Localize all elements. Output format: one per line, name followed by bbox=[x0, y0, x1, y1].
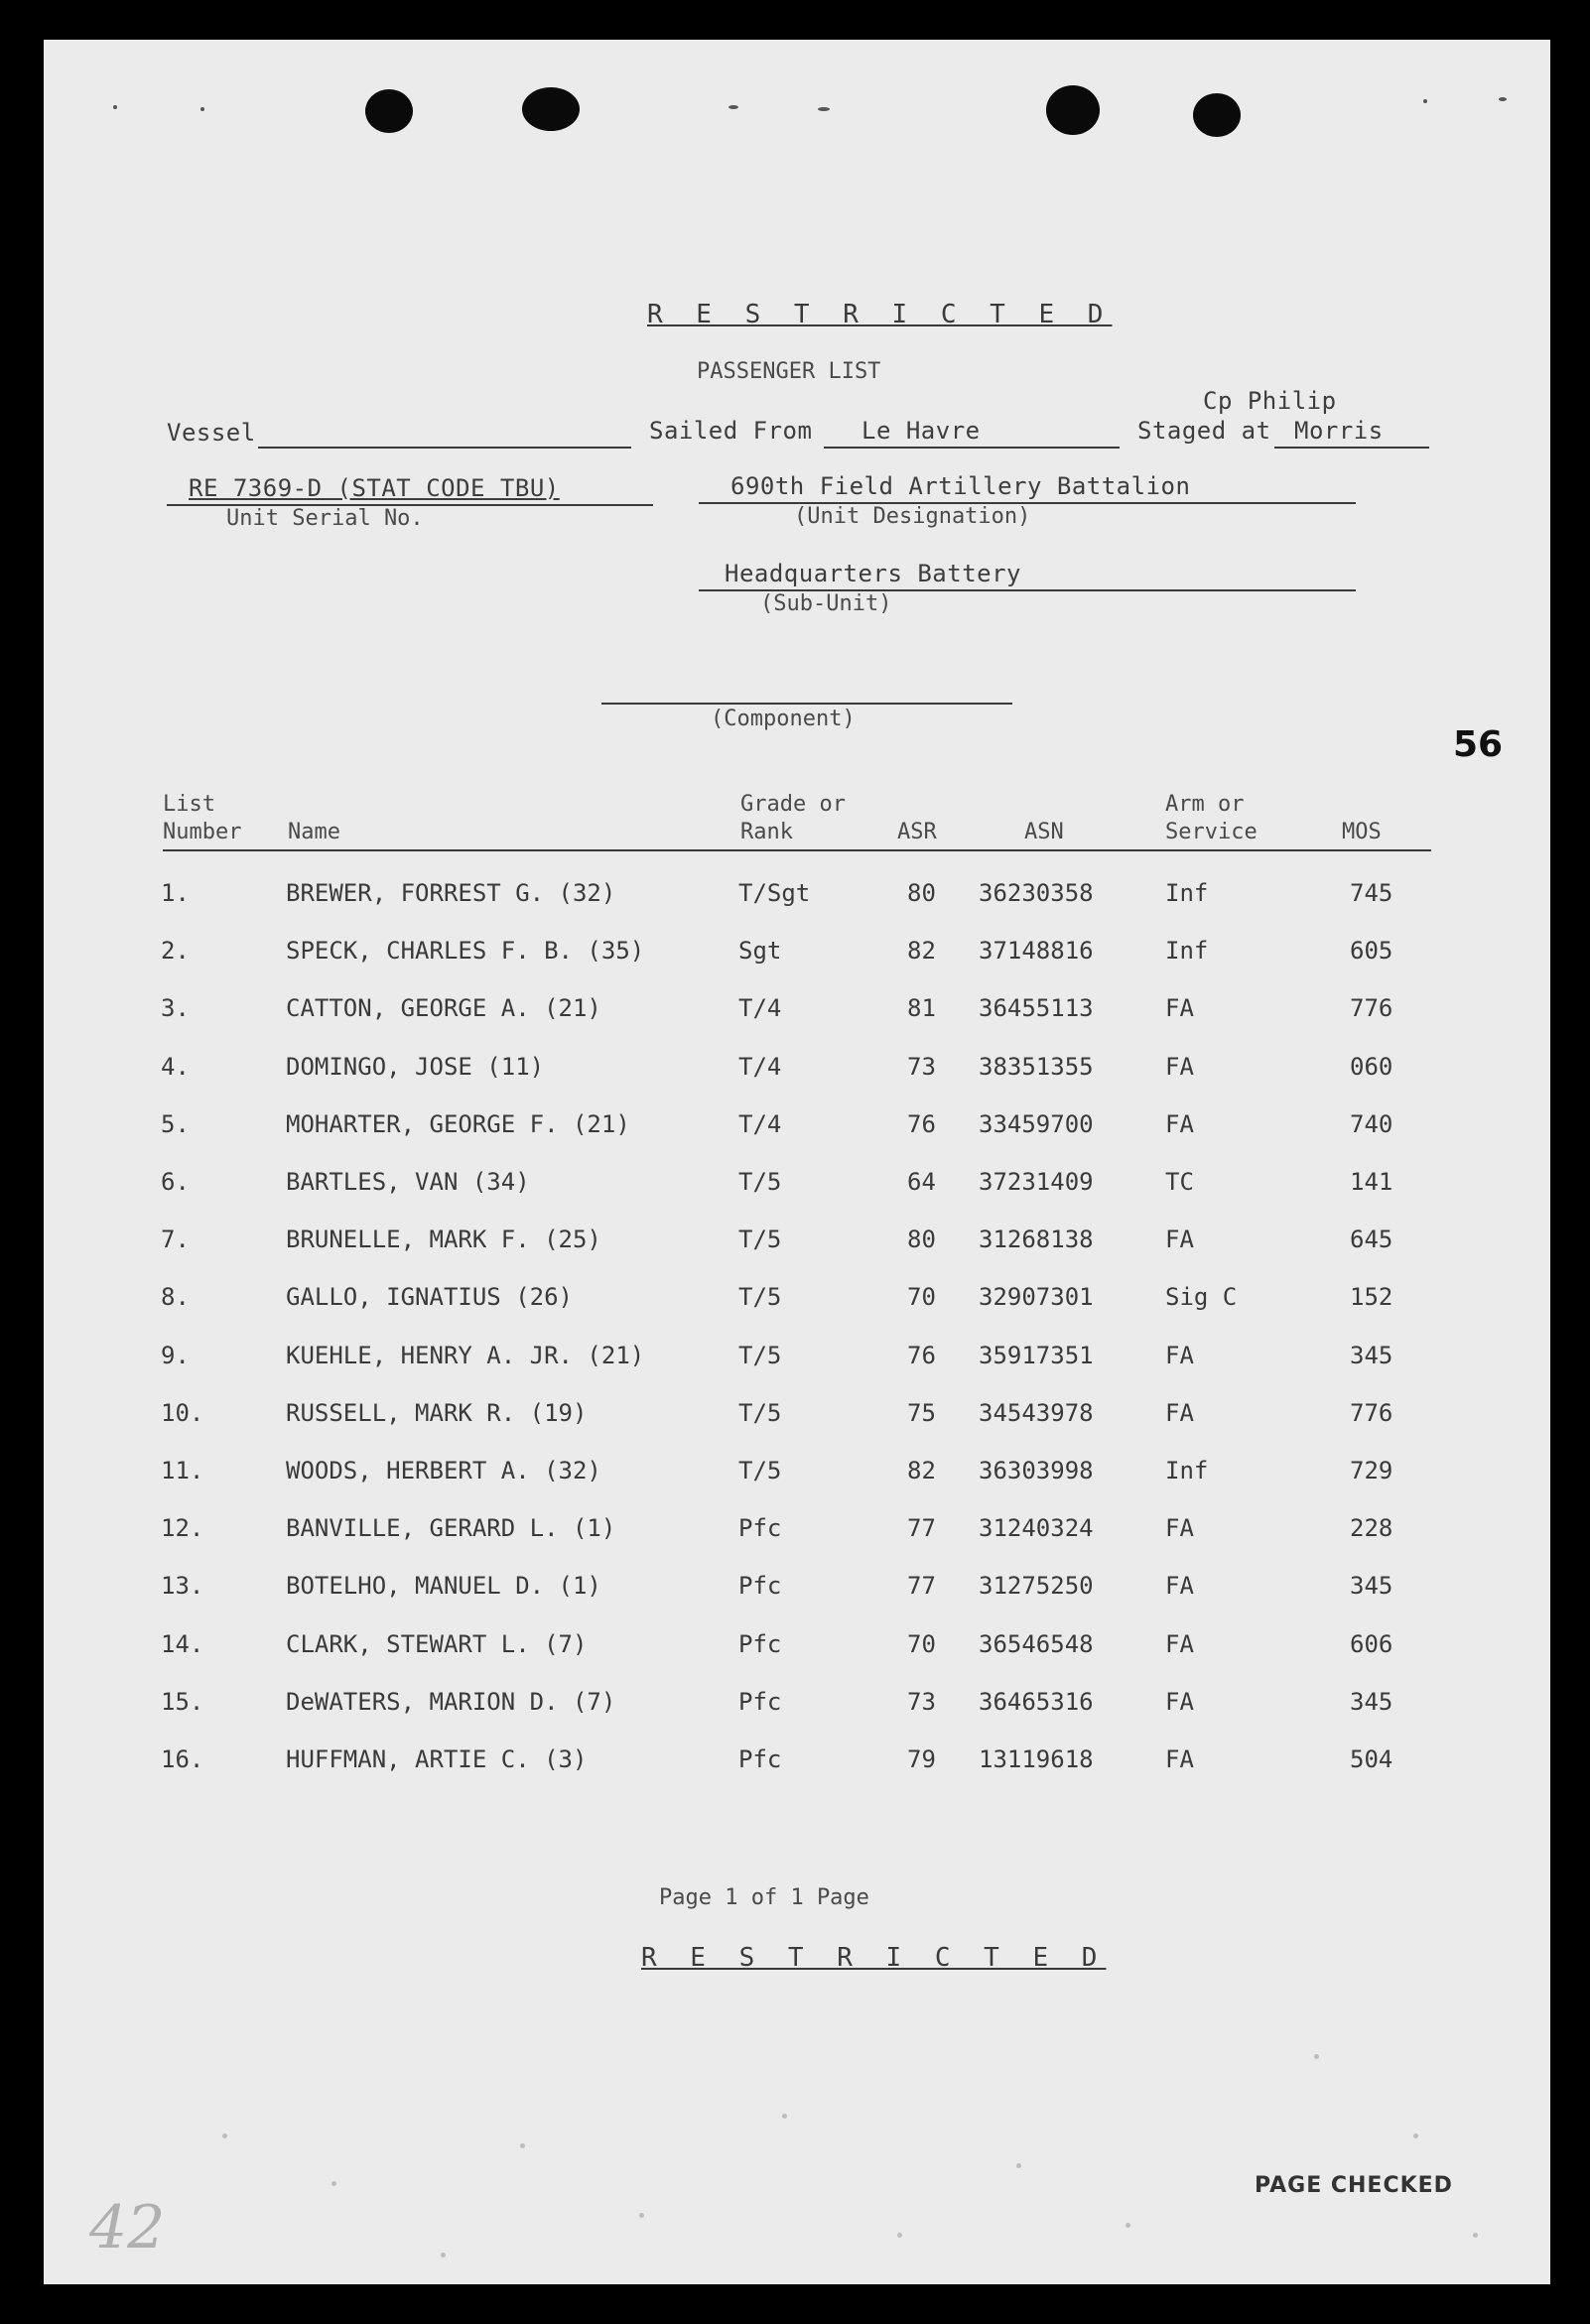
speck bbox=[200, 107, 204, 111]
speck bbox=[222, 2133, 227, 2138]
cell-asr: 70 bbox=[907, 1629, 936, 1658]
cell-grade: T/5 bbox=[738, 1226, 782, 1254]
cell-asn: 36455113 bbox=[979, 994, 1094, 1023]
cell-asr: 80 bbox=[907, 879, 936, 907]
speck bbox=[1423, 99, 1427, 103]
speck bbox=[639, 2213, 644, 2218]
cell-mos: 345 bbox=[1350, 1687, 1393, 1716]
vessel-line bbox=[258, 447, 631, 449]
cell-arm: FA bbox=[1165, 1341, 1194, 1369]
cell-asn: 31240324 bbox=[979, 1514, 1094, 1543]
cell-grade: T/5 bbox=[738, 1283, 782, 1312]
cell-mos: 776 bbox=[1350, 994, 1393, 1023]
cell-number: 16. bbox=[161, 1745, 204, 1773]
speck bbox=[1016, 2163, 1021, 2168]
cell-asn: 35917351 bbox=[979, 1341, 1094, 1369]
cell-mos: 345 bbox=[1350, 1341, 1393, 1369]
cell-grade: T/5 bbox=[738, 1341, 782, 1369]
unit-designation-value: 690th Field Artillery Battalion bbox=[730, 472, 1191, 500]
cell-grade: T/5 bbox=[738, 1168, 782, 1196]
cell-arm: FA bbox=[1165, 1572, 1194, 1601]
punch-hole bbox=[365, 89, 413, 133]
cell-grade: T/4 bbox=[738, 1109, 782, 1138]
cell-number: 6. bbox=[161, 1168, 190, 1196]
document-page bbox=[44, 40, 1550, 2284]
sub-unit-label: (Sub-Unit) bbox=[760, 591, 892, 616]
cell-mos: 729 bbox=[1350, 1457, 1393, 1485]
cell-asr: 76 bbox=[907, 1341, 936, 1369]
cell-arm: FA bbox=[1165, 994, 1194, 1023]
cell-mos: 606 bbox=[1350, 1629, 1393, 1658]
page-of-label: Page 1 of 1 Page bbox=[659, 1885, 869, 1910]
vessel-label: Vessel bbox=[167, 419, 256, 447]
cell-grade: Pfc bbox=[738, 1629, 782, 1658]
cell-asr: 75 bbox=[907, 1398, 936, 1427]
cell-grade: Pfc bbox=[738, 1514, 782, 1543]
cell-asr: 73 bbox=[907, 1052, 936, 1081]
cell-number: 8. bbox=[161, 1283, 190, 1312]
cell-grade: T/4 bbox=[738, 994, 782, 1023]
cell-arm: Inf bbox=[1165, 937, 1209, 966]
cell-asn: 34543978 bbox=[979, 1398, 1094, 1427]
cell-asr: 77 bbox=[907, 1572, 936, 1601]
cell-mos: 152 bbox=[1350, 1283, 1393, 1312]
component-line bbox=[601, 703, 1012, 705]
col-header-grade: Grade or bbox=[740, 792, 846, 817]
speck bbox=[1314, 2054, 1319, 2059]
speck bbox=[520, 2143, 525, 2148]
unit-designation-label: (Unit Designation) bbox=[794, 504, 1031, 529]
cell-mos: 740 bbox=[1350, 1109, 1393, 1138]
cell-arm: Inf bbox=[1165, 879, 1209, 907]
cell-asr: 76 bbox=[907, 1109, 936, 1138]
staged-at-line bbox=[1274, 447, 1429, 449]
cell-number: 10. bbox=[161, 1398, 204, 1427]
cell-asn: 33459700 bbox=[979, 1109, 1094, 1138]
cell-number: 2. bbox=[161, 937, 190, 966]
speck bbox=[1413, 2133, 1418, 2138]
cell-number: 7. bbox=[161, 1226, 190, 1254]
cell-arm: FA bbox=[1165, 1687, 1194, 1716]
cell-number: 15. bbox=[161, 1687, 204, 1716]
cell-grade: T/4 bbox=[738, 1052, 782, 1081]
col-header-list: List bbox=[163, 792, 215, 817]
cell-asn: 36230358 bbox=[979, 879, 1094, 907]
cell-name: RUSSELL, MARK R. (19) bbox=[286, 1398, 588, 1427]
speck bbox=[818, 107, 830, 111]
cell-mos: 605 bbox=[1350, 937, 1393, 966]
cell-asn: 13119618 bbox=[979, 1745, 1094, 1773]
speck bbox=[782, 2114, 787, 2119]
speck bbox=[1126, 2223, 1130, 2228]
cell-number: 14. bbox=[161, 1629, 204, 1658]
cell-arm: FA bbox=[1165, 1745, 1194, 1773]
cell-name: BRUNELLE, MARK F. (25) bbox=[286, 1226, 601, 1254]
cell-number: 1. bbox=[161, 879, 190, 907]
cell-number: 9. bbox=[161, 1341, 190, 1369]
speck bbox=[331, 2181, 336, 2186]
speck bbox=[1473, 2233, 1478, 2238]
cell-asn: 31275250 bbox=[979, 1572, 1094, 1601]
unit-serial-value: RE 7369-D (STAT CODE TBU) bbox=[189, 474, 560, 502]
cell-asr: 77 bbox=[907, 1514, 936, 1543]
cell-asr: 70 bbox=[907, 1283, 936, 1312]
cell-mos: 504 bbox=[1350, 1745, 1393, 1773]
speck bbox=[897, 2233, 902, 2238]
punch-hole bbox=[522, 87, 580, 131]
staged-at-label: Staged at bbox=[1137, 417, 1271, 445]
col-header-arm: Arm or bbox=[1165, 792, 1245, 817]
col-header-number: Number bbox=[163, 820, 242, 844]
cell-name: DeWATERS, MARION D. (7) bbox=[286, 1687, 616, 1716]
cell-number: 13. bbox=[161, 1572, 204, 1601]
cell-arm: FA bbox=[1165, 1514, 1194, 1543]
cell-asr: 80 bbox=[907, 1226, 936, 1254]
sailed-from-label: Sailed From bbox=[649, 417, 813, 445]
cell-number: 5. bbox=[161, 1109, 190, 1138]
cell-arm: FA bbox=[1165, 1629, 1194, 1658]
col-header-rank: Rank bbox=[740, 820, 793, 844]
page-number: 56 bbox=[1453, 724, 1504, 765]
cell-name: WOODS, HERBERT A. (32) bbox=[286, 1457, 601, 1485]
sailed-from-line bbox=[824, 447, 1120, 449]
cell-grade: T/5 bbox=[738, 1457, 782, 1485]
cell-arm: FA bbox=[1165, 1109, 1194, 1138]
cell-asr: 64 bbox=[907, 1168, 936, 1196]
cell-name: CLARK, STEWART L. (7) bbox=[286, 1629, 588, 1658]
cell-asr: 73 bbox=[907, 1687, 936, 1716]
cell-number: 11. bbox=[161, 1457, 204, 1485]
cell-grade: Pfc bbox=[738, 1572, 782, 1601]
restricted-header: R E S T R I C T E D bbox=[647, 300, 1113, 329]
col-header-name: Name bbox=[288, 820, 340, 844]
cell-arm: FA bbox=[1165, 1398, 1194, 1427]
cell-mos: 141 bbox=[1350, 1168, 1393, 1196]
component-label: (Component) bbox=[711, 707, 856, 731]
handwritten-number: 42 bbox=[89, 2193, 166, 2262]
cell-asn: 37231409 bbox=[979, 1168, 1094, 1196]
cell-arm: Inf bbox=[1165, 1457, 1209, 1485]
page-checked-stamp: PAGE CHECKED bbox=[1255, 2173, 1453, 2198]
speck bbox=[113, 105, 117, 109]
cell-number: 3. bbox=[161, 994, 190, 1023]
sub-unit-value: Headquarters Battery bbox=[725, 560, 1021, 587]
cell-name: CATTON, GEORGE A. (21) bbox=[286, 994, 601, 1023]
cell-asr: 82 bbox=[907, 1457, 936, 1485]
cell-mos: 228 bbox=[1350, 1514, 1393, 1543]
speck bbox=[729, 105, 738, 109]
table-header-underline bbox=[163, 849, 1431, 851]
cell-grade: T/5 bbox=[738, 1398, 782, 1427]
punch-hole bbox=[1046, 85, 1100, 135]
cell-name: KUEHLE, HENRY A. JR. (21) bbox=[286, 1341, 645, 1369]
cell-asr: 79 bbox=[907, 1745, 936, 1773]
staged-at-value-line1: Cp Philip bbox=[1203, 387, 1337, 415]
cell-mos: 776 bbox=[1350, 1398, 1393, 1427]
cell-asn: 31268138 bbox=[979, 1226, 1094, 1254]
cell-mos: 060 bbox=[1350, 1052, 1393, 1081]
cell-grade: Pfc bbox=[738, 1687, 782, 1716]
cell-name: MOHARTER, GEORGE F. (21) bbox=[286, 1109, 630, 1138]
unit-serial-label: Unit Serial No. bbox=[226, 506, 424, 531]
cell-mos: 645 bbox=[1350, 1226, 1393, 1254]
cell-name: HUFFMAN, ARTIE C. (3) bbox=[286, 1745, 588, 1773]
cell-number: 12. bbox=[161, 1514, 204, 1543]
cell-mos: 745 bbox=[1350, 879, 1393, 907]
col-header-asr: ASR bbox=[897, 820, 937, 844]
cell-name: BARTLES, VAN (34) bbox=[286, 1168, 530, 1196]
cell-asn: 38351355 bbox=[979, 1052, 1094, 1081]
col-header-service: Service bbox=[1165, 820, 1258, 844]
cell-number: 4. bbox=[161, 1052, 190, 1081]
speck bbox=[1499, 97, 1507, 101]
cell-asn: 32907301 bbox=[979, 1283, 1094, 1312]
punch-hole bbox=[1193, 93, 1241, 137]
passenger-list-title: PASSENGER LIST bbox=[697, 359, 881, 384]
restricted-footer: R E S T R I C T E D bbox=[641, 1943, 1107, 1973]
cell-name: BANVILLE, GERARD L. (1) bbox=[286, 1514, 616, 1543]
cell-arm: Sig C bbox=[1165, 1283, 1238, 1312]
cell-name: BREWER, FORREST G. (32) bbox=[286, 879, 616, 907]
cell-name: SPECK, CHARLES F. B. (35) bbox=[286, 937, 645, 966]
cell-grade: Sgt bbox=[738, 937, 782, 966]
col-header-mos: MOS bbox=[1342, 820, 1382, 844]
cell-mos: 345 bbox=[1350, 1572, 1393, 1601]
cell-asr: 82 bbox=[907, 937, 936, 966]
cell-asr: 81 bbox=[907, 994, 936, 1023]
cell-arm: TC bbox=[1165, 1168, 1194, 1196]
cell-asn: 36303998 bbox=[979, 1457, 1094, 1485]
cell-asn: 36465316 bbox=[979, 1687, 1094, 1716]
col-header-asn: ASN bbox=[1024, 820, 1064, 844]
cell-asn: 37148816 bbox=[979, 937, 1094, 966]
staged-at-value-line2: Morris bbox=[1294, 417, 1384, 445]
cell-grade: T/Sgt bbox=[738, 879, 811, 907]
cell-arm: FA bbox=[1165, 1226, 1194, 1254]
cell-name: DOMINGO, JOSE (11) bbox=[286, 1052, 545, 1081]
speck bbox=[441, 2253, 446, 2258]
cell-arm: FA bbox=[1165, 1052, 1194, 1081]
cell-grade: Pfc bbox=[738, 1745, 782, 1773]
sailed-from-value: Le Havre bbox=[861, 417, 981, 445]
cell-asn: 36546548 bbox=[979, 1629, 1094, 1658]
cell-name: GALLO, IGNATIUS (26) bbox=[286, 1283, 573, 1312]
cell-name: BOTELHO, MANUEL D. (1) bbox=[286, 1572, 601, 1601]
